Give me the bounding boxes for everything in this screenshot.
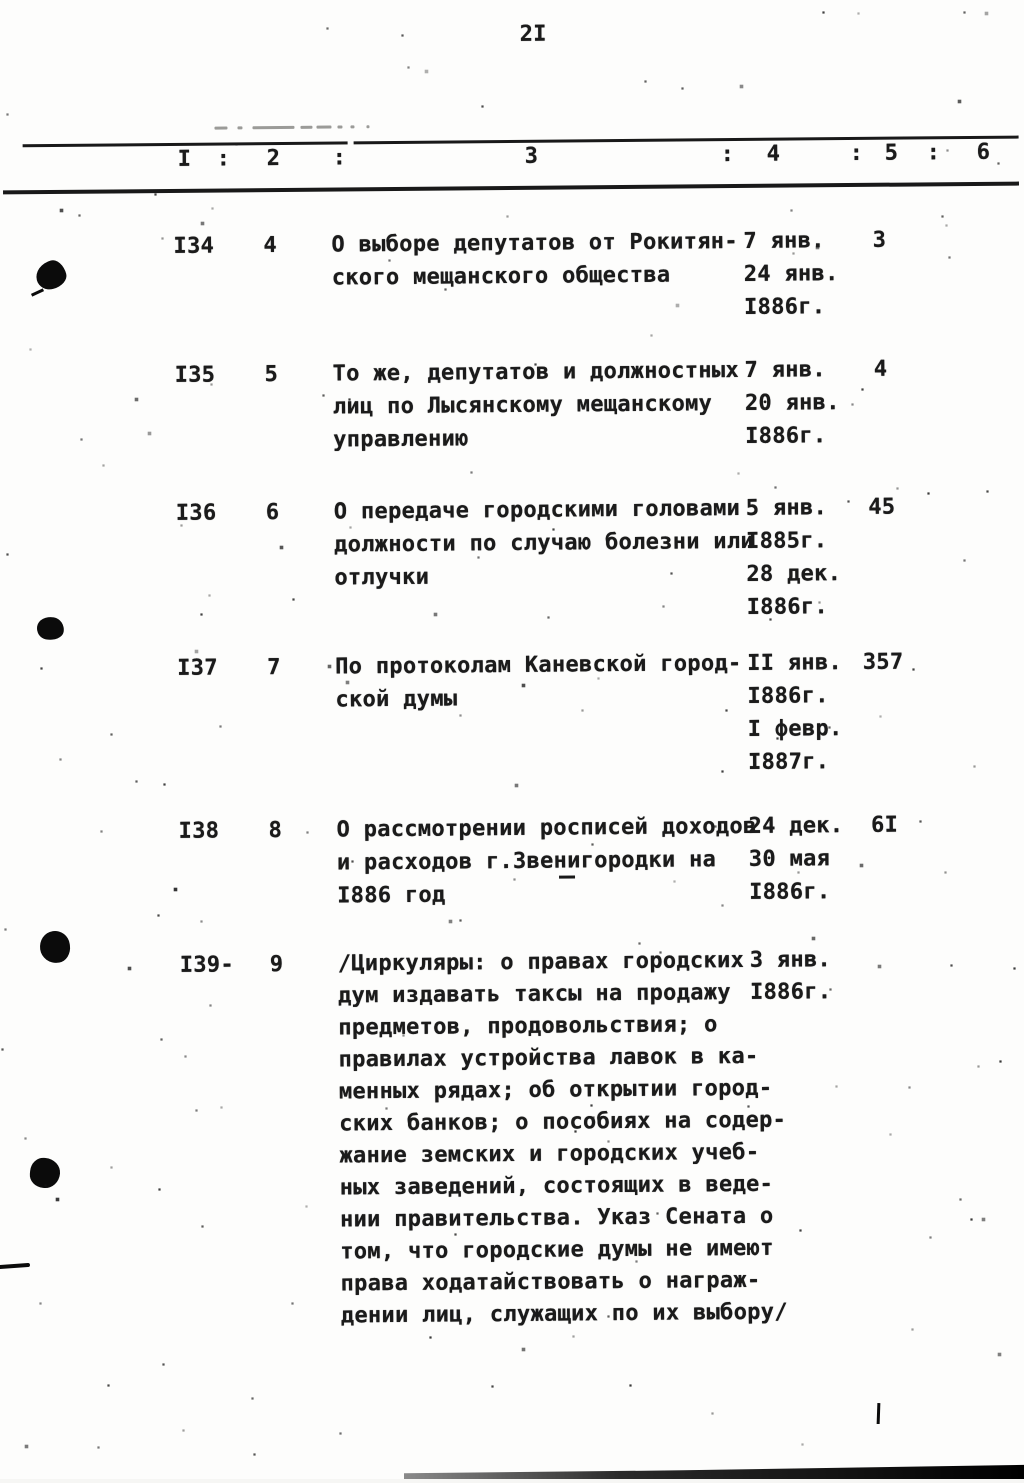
row-date-line: 28 дек. xyxy=(746,561,842,587)
row-date-line: 20 янв. xyxy=(744,390,840,416)
row-order-number: 4 xyxy=(263,233,278,259)
column-header-I: I xyxy=(177,146,192,172)
pencil-dash xyxy=(337,125,342,128)
row-date-line: I февр. xyxy=(747,716,843,742)
row-date-line: 24 дек. xyxy=(748,813,844,839)
header-separator: : xyxy=(720,142,735,168)
column-header-4: 4 xyxy=(766,141,781,167)
row-title-line: О выборе депутатов от Рокитян- xyxy=(331,229,738,258)
row-id: I36 xyxy=(175,500,217,526)
row-id: I38 xyxy=(178,818,220,844)
row-title-line: управлению xyxy=(333,426,469,453)
row-date-line: I886г. xyxy=(746,594,829,620)
row-date-line: I887г. xyxy=(747,749,830,775)
row-title-line: По протоколам Каневской город- xyxy=(335,650,742,680)
page-number: 2I xyxy=(519,21,547,47)
row-date-line: 5 янв. xyxy=(745,495,828,521)
header-separator: : xyxy=(849,140,864,167)
row-sheet-count: 4 xyxy=(873,356,888,382)
column-header-2: 2 xyxy=(266,145,281,172)
row-title-line: О рассмотрении росписей доходов xyxy=(336,813,757,843)
pencil-dash xyxy=(214,126,227,129)
row-title-line: права ходатайствовать о награж- xyxy=(340,1267,761,1297)
row-date-line: 7 янв. xyxy=(744,357,826,383)
pencil-dash xyxy=(366,125,369,128)
row-sheet-count: 3 xyxy=(872,227,887,253)
table-header-rule-bottom xyxy=(3,182,1019,194)
row-sheet-count: 357 xyxy=(862,649,904,675)
row-id: I34 xyxy=(173,233,215,259)
row-title-line: правилах устройства лавок в ка- xyxy=(338,1043,759,1073)
row-order-number: 5 xyxy=(264,362,279,388)
pencil-dash xyxy=(350,125,354,128)
row-date-line: 7 янв. xyxy=(743,228,825,254)
row-title-line: /Циркуляры: о правах городских xyxy=(337,947,745,977)
table-header-rule-top xyxy=(23,136,1019,148)
pencil-mark xyxy=(0,0,1017,4)
row-date-line: II янв. xyxy=(747,650,843,676)
row-title-line: дении лиц, служащих по их выбору/ xyxy=(340,1299,788,1329)
pencil-dash xyxy=(316,126,331,129)
row-title-line: жание земских и городских учеб- xyxy=(339,1139,760,1169)
row-title-line: предметов, продовольствия; о xyxy=(338,1012,718,1041)
row-id: I39- xyxy=(179,952,235,978)
row-title-line: и расходов г.Звенигородки на xyxy=(336,847,717,876)
typo-underline xyxy=(559,875,575,878)
row-date-line: I886г. xyxy=(749,879,831,905)
row-date-line: I886г. xyxy=(749,979,832,1005)
row-title-line: должности по случаю болезни или xyxy=(334,528,755,558)
row-sheet-count: 45 xyxy=(868,494,896,520)
header-separator: : xyxy=(332,145,347,171)
row-title-line: менных рядах; об открытии город- xyxy=(338,1075,773,1105)
row-date-line: I885г. xyxy=(745,528,828,554)
column-header-3: 3 xyxy=(524,143,539,169)
row-title-line: I886 год xyxy=(337,882,446,909)
row-sheet-count: 6I xyxy=(870,812,899,838)
row-date-line: 3 янв. xyxy=(749,947,832,973)
pencil-dash xyxy=(252,126,294,129)
row-title-line: ского мещанского общества xyxy=(331,262,671,291)
row-title-line: нии правительства. Указ Сената о xyxy=(339,1203,774,1233)
row-date-line: 24 янв. xyxy=(743,261,839,287)
column-header-6: 6 xyxy=(976,139,991,165)
row-order-number: 8 xyxy=(268,818,283,844)
pencil-dash xyxy=(300,126,312,129)
paper-speckles xyxy=(0,0,1,1)
row-title-line: О передаче городскими головами xyxy=(333,495,741,525)
row-title-line: том, что городские думы не имеют xyxy=(340,1235,774,1265)
header-separator: : xyxy=(216,146,231,172)
row-title-line: дум издавать таксы на продажу xyxy=(337,980,731,1009)
row-title-line: То же, депутатов и должностных xyxy=(332,358,740,387)
row-title-line: ных заведений, состоящих в веде- xyxy=(339,1171,774,1201)
row-order-number: 9 xyxy=(269,952,284,978)
row-date-line: I886г. xyxy=(743,294,826,320)
row-title-line: отлучки xyxy=(334,564,430,591)
row-order-number: 6 xyxy=(265,500,280,526)
row-id: I35 xyxy=(174,362,216,388)
row-date-line: I886г. xyxy=(745,423,827,449)
row-date-line: I886г. xyxy=(747,683,829,709)
header-separator: : xyxy=(926,140,941,166)
row-id: I37 xyxy=(177,655,218,681)
rule-gap xyxy=(348,140,354,145)
row-date-line: 30 мая xyxy=(748,846,831,872)
column-header-5: 5 xyxy=(884,140,899,166)
row-title-line: лиц по Лысянскому мещанскому xyxy=(332,391,713,420)
row-title-line: ской думы xyxy=(335,686,458,713)
pencil-dash xyxy=(237,126,242,129)
row-order-number: 7 xyxy=(267,655,281,681)
row-title-line: ских банков; о пособиях на содер- xyxy=(339,1107,787,1137)
